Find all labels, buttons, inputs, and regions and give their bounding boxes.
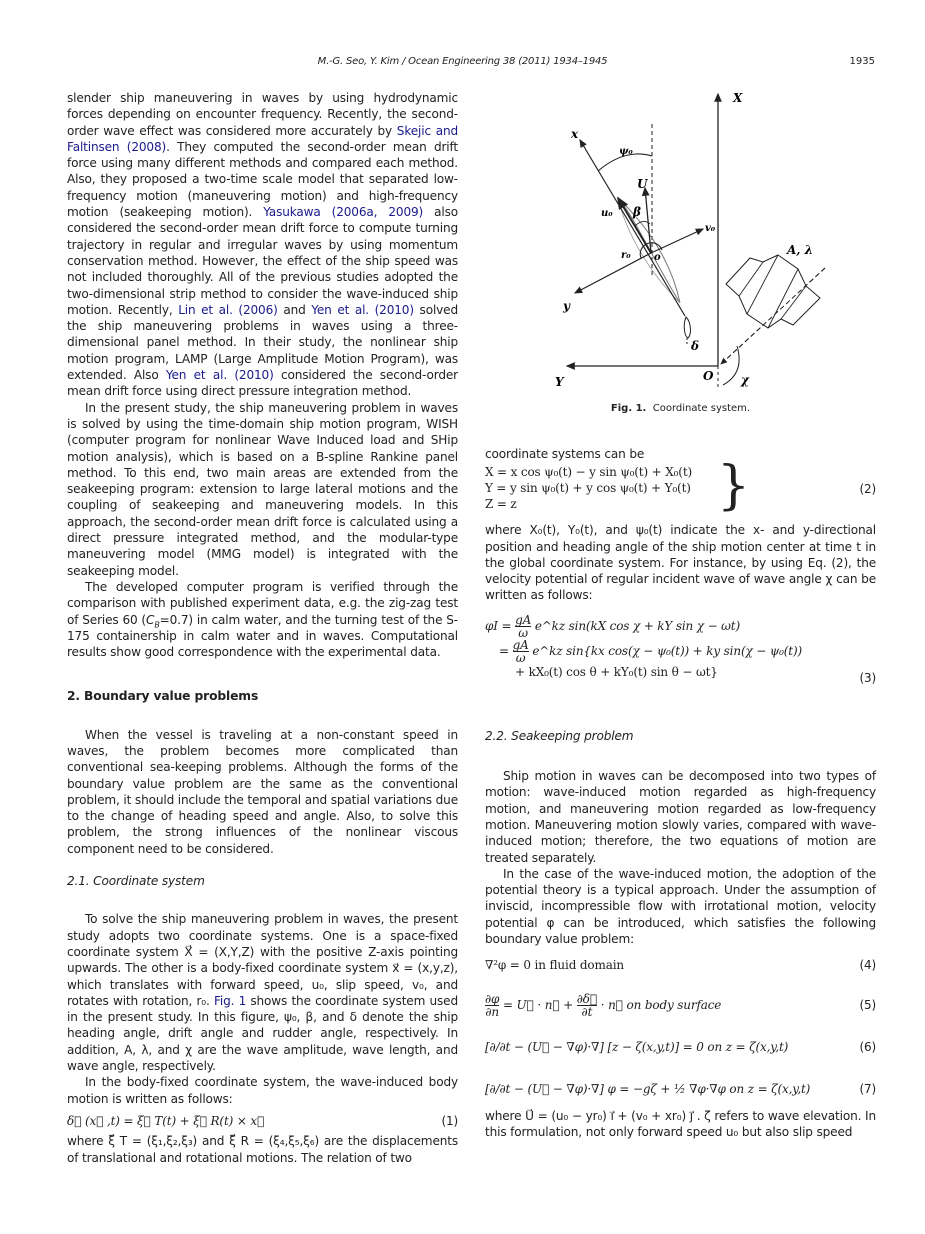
label-r0: r₀ [621, 250, 631, 261]
right-column [485, 446, 876, 1140]
paragraph-potential-theory: In the case of the wave-induced motion, the adoption of the potential theory is a typical approach. Under the assumption of inviscid, incompressible flow with irrotational motion, velocity potential φ can be introduced, which satisfies the following boundary value problem: [485, 866, 876, 947]
equation-2 [485, 456, 876, 517]
journal-citation: M.-G. Seo, Y. Kim / Ocean Engineering 38 (2011) 1934–1945 [317, 56, 608, 67]
paragraph-verification: The developed computer program is verified through the comparison with published experiment data, e.g. the zig-zag test of Series 60 $(C_B=0.7)$ in calm water, and the turning test of the S-175 containership in calm water and in waves. Computational results show good correspondence with the experimental data. [67, 579, 459, 660]
paragraph-motion-types: Ship motion in waves can be decomposed into two types of motion: wave-induced motion regarded as high-frequency motion, and maneuvering motion regarded as low-frequency motion. Maneuvering motion slowly varies, compared with wave-induced motion; therefore, the two equations of motion are treated separately. [485, 769, 876, 865]
equation-2-number: (2) [859, 482, 876, 497]
label-o: o [654, 252, 661, 263]
equation-3-number: (3) [859, 670, 876, 685]
equation-1 [67, 1113, 458, 1129]
equation-3 [485, 614, 876, 690]
citation-link-yen-2[interactable]: Yen et al. (2010) [165, 368, 274, 383]
paragraph-relation: coordinate systems can be [485, 447, 645, 461]
section-heading-2: 2. Boundary value problems [67, 689, 259, 704]
label-A-lambda: A, λ [787, 243, 814, 257]
equation-3-line-2: = $\frac{gA}{\omega}$ e^kz sin{kx cos(χ − ψ₀(t)) + ky sin(χ − ψ₀(t)) [499, 637, 803, 665]
figure-link-fig1[interactable]: Fig. 1 [213, 993, 247, 1008]
figure-caption [485, 403, 876, 414]
paragraph-bvp-intro: When the vessel is traveling at a non-constant speed in waves, the problem becomes more complicated than conventional sea-keeping problems. Although the forms of the boundary value problem are the same as the conventional problem, it should include the temporal and spatial variations due to the change of heading speed and angle. Also, to solve this problem, the strong influences of the nonlinear viscous component need to be considered. [67, 727, 458, 856]
label-delta: δ [691, 339, 700, 353]
subsection-heading-2-1: 2.1. Coordinate system [67, 874, 205, 889]
label-u0: u₀ [601, 208, 613, 219]
label-X: X [733, 91, 743, 105]
label-psi0: ψ₀ [619, 146, 633, 157]
left-column [67, 90, 458, 1166]
equation-1-number: (1) [441, 1113, 458, 1128]
equation-4-number: (4) [859, 958, 876, 973]
equation-3-line-1: φI = $\frac{gA}{\omega}$ e^kz sin(kX cos χ + kY sin χ − ωt) [485, 612, 740, 640]
equation-3-line-3: + kX₀(t) cos θ + kY₀(t) sin θ − ωt} [515, 664, 718, 679]
equation-6 [485, 1032, 876, 1062]
label-beta: β [633, 205, 641, 219]
label-U: U [637, 177, 648, 191]
paragraph-body-motion: In the body-fixed coordinate system, the wave-induced body motion is written as follows: [67, 1075, 458, 1106]
equation-7-expr: [∂/∂t − (U⃗ − ∇φ)·∇] φ = −gζ + ½ ∇φ·∇φ on z = ζ(x,y,t) [485, 1081, 811, 1096]
equation-5: $\frac{\partial\varphi}{\partial n}$ = U⃗ · n⃗ + $\frac{\partial\delta⃗}{\partial t}$ · n⃗ on body surface (5) [485, 991, 876, 1019]
figure-coordinate-system [535, 88, 835, 388]
equation-2-line-2: Y = y sin ψ₀(t) + y cos ψ₀(t) + Y₀(t) [485, 481, 691, 496]
paragraph-intro-continued: slender ship maneuvering in waves by using hydrodynamic forces depending on encounter frequency. Recently, the second-order wave effect was considered more accurately by Skejic and Faltinsen (2008). They computed the second-order mean drift force using many different methods and compared each method. Also, they proposed a two-time scale model that separated low-frequency motion (maneuvering motion) and high-frequency motion (seakeeping motion). Yasukawa (2006a, 2009) also considered the second-order mean drift force to compute turning trajectory in regular and irregular waves by using momentum conservation method. However, the effect of the ship speed was not included thoroughly. All of the previous studies adopted the two-dimensional strip method to consider the wave-induced ship motion. Recently, Lin et al. (2006) and Yen et al. (2010) solved the ship maneuvering problems in waves using a three-dimensional panel method. In their study, the nonlinear ship motion program, LAMP (Large Amplitude Motion Program), was extended. Also Yen et al. (2010) considered the second-order mean drift force using direct pressure integration method. [67, 91, 458, 399]
citation-link-lin[interactable]: Lin et al. (2006) [178, 302, 278, 317]
equation-2-line-3: Z = z [485, 497, 517, 512]
label-O: O [703, 369, 714, 383]
equation-2-line-1: X = x cos ψ₀(t) − y sin ψ₀(t) + X₀(t) [485, 465, 693, 480]
paragraph-coordinate-system: To solve the ship maneuvering problem in waves, the present study adopts two coordinate systems. One is a space-fixed coordinate system X⃗ = (X,Y,Z) with the positive Z-axis pointing upwards. The other is a body-fixed coordinate system x⃗ = (x,y,z), which translates with forward speed, u₀, slip speed, v₀, and rotates with rotation, r₀. Fig. 1 shows the coordinate system used in the present study. In this figure, ψ₀, β, and δ denote the ship heading angle, drift angle and rudder angle, respectively. In addition, A, λ, and χ are the wave amplitude, wave length, and wave angle, respectively. [67, 912, 458, 1074]
subsection-heading-2-2: 2.2. Seakeeping problem [485, 728, 634, 743]
paragraph-present-study: In the present study, the ship maneuvering problem in waves is solved by using the time-domain ship motion program, WISH (computer program for nonlinear Wave Induced load and SHip motion analysis), which is based on a B-spline Rankine panel method. To this end, two main areas are extended from the seakeeping program: extension to large lateral motions and the coupling of seakeeping and maneuvering models. In this approach, the second-order mean drift force is calculated using a direct pressure integrated method, and the modular-type maneuvering model (MMG model) is integrated with the seakeeping model. [67, 400, 458, 578]
equation-2-brace: } [717, 456, 750, 517]
equation-6-number: (6) [859, 1039, 876, 1054]
citation-link-yasukawa[interactable]: Yasukawa (2006a, 2009) [263, 205, 424, 220]
caption-label: Fig. 1. [610, 403, 647, 414]
label-y: y [563, 299, 570, 313]
paragraph-velocity-definition: where U⃗ = (u₀ − yr₀) i⃗ + (v₀ + xr₀) j⃗ . ζ refers to wave elevation. In this formulation, not only forward speed u₀ but also slip speed [485, 1108, 876, 1139]
equation-4-expr: ∇²φ = 0 in fluid domain [485, 958, 625, 973]
running-header [0, 56, 925, 72]
paragraph-global-position: where X₀(t), Y₀(t), and ψ₀(t) indicate the x- and y-directional position and heading angle of the ship motion center at time t in the global coordinate system. For instance, by using Eq. (2), the velocity potential of regular incident wave of wave angle χ can be written as follows: [485, 523, 876, 603]
label-Y: Y [555, 375, 564, 388]
paragraph-displacements: where ξ⃗ T = (ξ₁,ξ₂,ξ₃) and ξ⃗ R = (ξ₄,ξ₅,ξ₆) are the displacements of translational and rotational motions. The relation of two [67, 1134, 458, 1165]
equation-7 [485, 1074, 876, 1104]
equation-5-number: (5) [859, 997, 876, 1012]
equation-1-expr: δ⃗ (x⃗ ,t) = ξ⃗ T(t) + ξ⃗ R(t) × x⃗ [67, 1113, 265, 1128]
equation-4 [485, 957, 876, 973]
citation-link-skejic-faltinsen[interactable]: Skejic and Faltinsen (2008) [67, 123, 458, 154]
page-number: 1935 [849, 56, 875, 67]
equation-6-expr: [∂/∂t − (U⃗ − ∇φ)·∇] [z − ζ(x,y,t)] = 0 on z = ζ(x,y,t) [485, 1039, 789, 1054]
label-chi: χ [741, 373, 749, 387]
label-v0: v₀ [705, 223, 716, 234]
caption-text: Coordinate system. [652, 403, 751, 414]
label-x: x [571, 127, 579, 141]
citation-link-yen-1[interactable]: Yen et al. (2010) [311, 302, 414, 317]
equation-7-number: (7) [859, 1081, 876, 1096]
